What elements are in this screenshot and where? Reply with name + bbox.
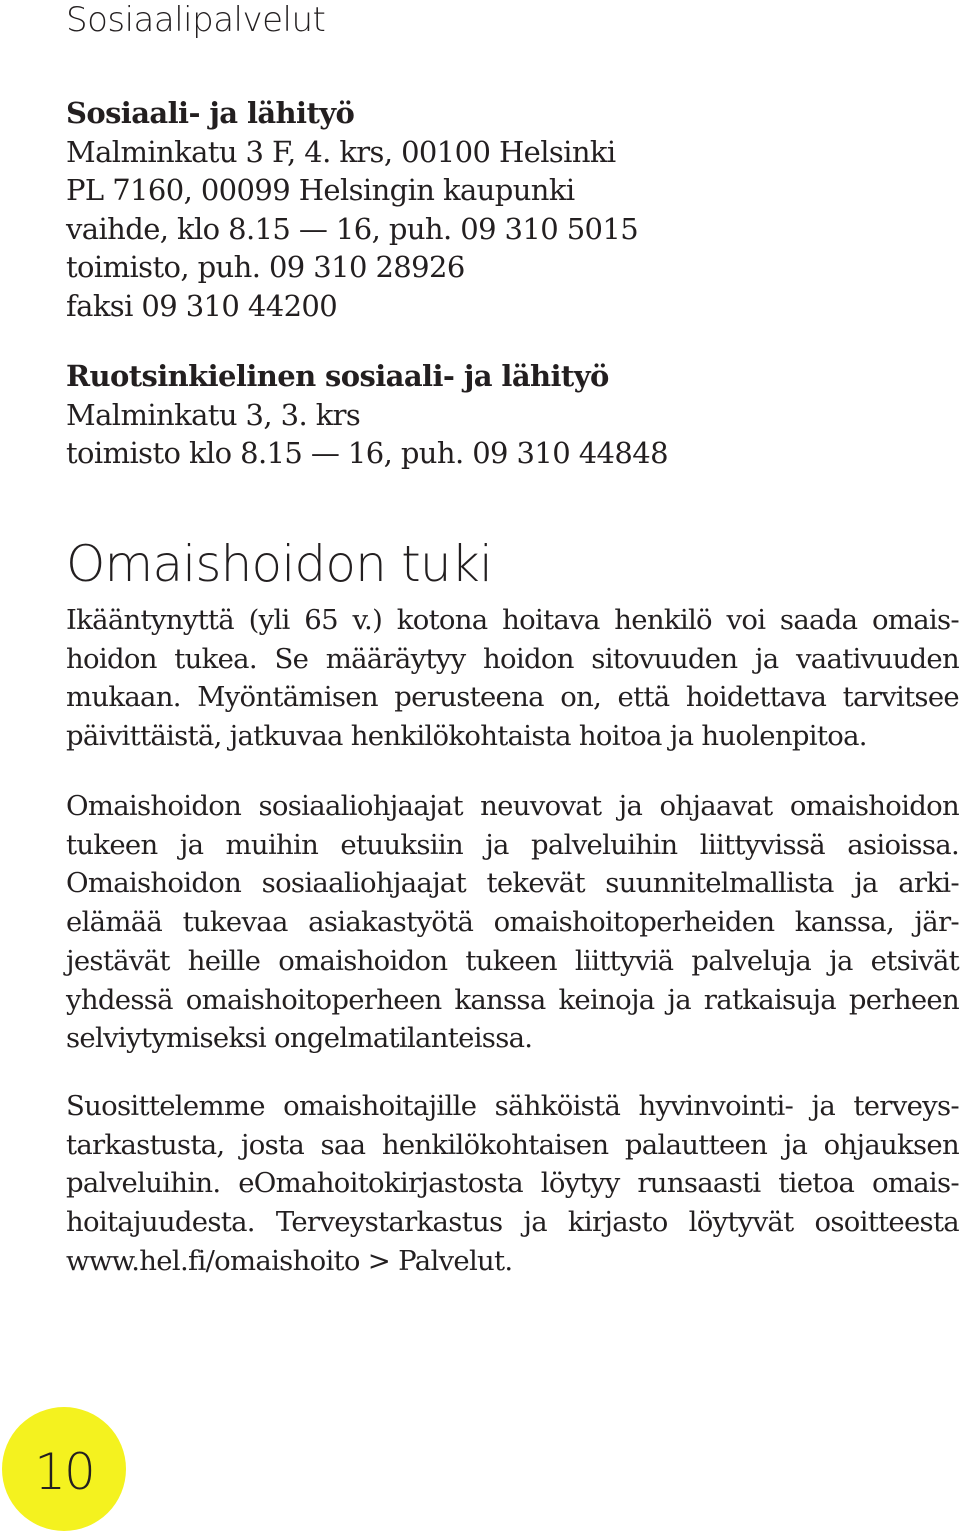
paragraph-line: www.hel.fi/omaishoito > Palvelut. bbox=[66, 1244, 513, 1277]
contact-name: Ruotsinkielinen sosiaali- ja lähityö bbox=[66, 359, 609, 393]
paragraph-line: Omaishoidon sosiaaliohjaajat tekevät suunnitelmallista ja arki- bbox=[66, 867, 959, 900]
paragraph-line: tarkastusta, josta saa henkilökohtaisen palautteen ja ohjauksen bbox=[66, 1128, 959, 1161]
page-header-title: Sosiaalipalvelut bbox=[66, 0, 326, 40]
paragraph-line: palveluihin. eOmahoitokirjastosta löytyy runsaasti tietoa omais- bbox=[66, 1167, 959, 1200]
contact-postal-line: PL 7160, 00099 Helsingin kaupunki bbox=[66, 173, 575, 207]
paragraph-line: hoidon tukea. Se määräytyy hoidon sitovuuden ja vaativuuden bbox=[66, 642, 959, 675]
paragraph-social-advisors bbox=[66, 787, 959, 1058]
page-number: 10 bbox=[34, 1443, 94, 1501]
paragraph-line: Omaishoidon sosiaaliohjaajat neuvovat ja ohjaavat omaishoidon bbox=[66, 790, 959, 822]
paragraph-line: tukeen ja muihin etuuksiin ja palveluihin liittyvissä asioissa. bbox=[66, 828, 959, 861]
contact-block-swedish-social-work bbox=[66, 357, 668, 473]
paragraph-line: päivittäistä, jatkuvaa henkilökohtaista hoitoa ja huolenpitoa. bbox=[66, 720, 867, 753]
page-number-badge bbox=[2, 1407, 126, 1531]
contact-fax-line: faksi 09 310 44200 bbox=[66, 288, 338, 323]
paragraph-line: selviytymiseksi ongelmatilanteissa. bbox=[66, 1022, 533, 1055]
paragraph-line: jestävät heille omaishoidon tukeen liittyviä palveluja ja etsivät bbox=[66, 944, 959, 977]
contact-address-line: Malminkatu 3 F, 4. krs, 00100 Helsinki bbox=[66, 134, 616, 169]
paragraph-line: elämää tukevaa asiakastyötä omaishoitoperheiden kanssa, jär- bbox=[66, 906, 959, 939]
contact-block-social-work bbox=[66, 94, 638, 325]
contact-office-phone-line: toimisto, puh. 09 310 28926 bbox=[66, 250, 465, 284]
paragraph-line: hoitajuudesta. Terveystarkastus ja kirjasto löytyvät osoitteesta bbox=[66, 1206, 959, 1239]
paragraph-recommendation bbox=[66, 1087, 959, 1281]
paragraph-eligibility bbox=[66, 601, 959, 756]
section-title: Omaishoidon tuki bbox=[66, 535, 493, 593]
paragraph-line: Suosittelemme omaishoitajille sähköistä hyvinvointi- ja terveys- bbox=[66, 1090, 959, 1122]
paragraph-line: yhdessä omaishoitoperheen kanssa keinoja ja ratkaisuja perheen bbox=[66, 983, 959, 1016]
paragraph-line: Ikääntynyttä (yli 65 v.) kotona hoitava henkilö voi saada omais- bbox=[66, 604, 959, 636]
contact-office-phone-line: toimisto klo 8.15 — 16, puh. 09 310 44848 bbox=[66, 436, 668, 470]
contact-name: Sosiaali- ja lähityö bbox=[66, 96, 355, 130]
contact-switchboard-line: vaihde, klo 8.15 — 16, puh. 09 310 5015 bbox=[66, 211, 639, 246]
contact-address-line: Malminkatu 3, 3. krs bbox=[66, 397, 361, 432]
paragraph-line: mukaan. Myöntämisen perusteena on, että hoidettava tarvitsee bbox=[66, 681, 959, 714]
